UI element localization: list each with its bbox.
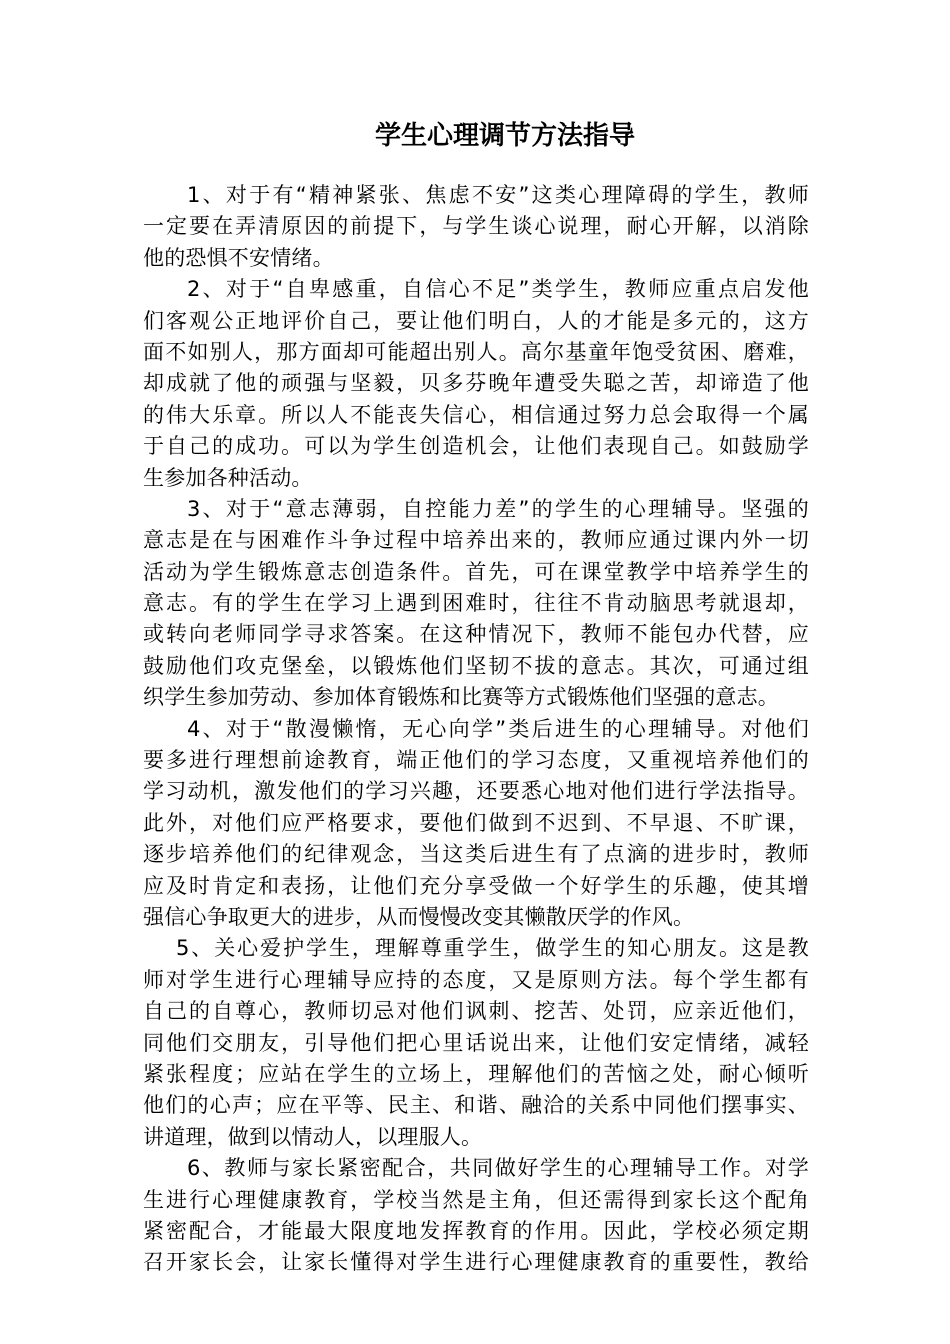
text-line: 学习动机，激发他们的学习兴趣，还要悉心地对他们进行学法指导。 [143, 779, 809, 804]
text-line: 却成就了他的顽强与坚毅，贝多芬晚年遭受失聪之苦，却谛造了他 [143, 371, 809, 396]
text-line: 活动为学生锻炼意志创造条件。首先，可在课堂教学中培养学生的 [143, 559, 809, 584]
text-line: 面不如别人，那方面却可能超出别人。高尔基童年饱受贫困、磨难， [143, 339, 809, 364]
text-line: 6、教师与家长紧密配合，共同做好学生的心理辅导工作。对学 [187, 1156, 809, 1181]
text-line: 意志是在与困难作斗争过程中培养出来的，教师应通过课内外一切 [143, 528, 809, 553]
text-line: 紧密配合，才能最大限度地发挥教育的作用。因此，学校必须定期 [143, 1218, 809, 1243]
text-line: 同他们交朋友，引导他们把心里话说出来，让他们安定情绪，减轻 [143, 1030, 809, 1055]
text-line: 强信心争取更大的进步，从而慢慢改变其懒散厌学的作风。 [143, 904, 695, 929]
text-line: 逐步培养他们的纪律观念，当这类后进生有了点滴的进步时，教师 [143, 842, 809, 867]
text-line: 应及时肯定和表扬，让他们充分享受做一个好学生的乐趣，使其增 [143, 873, 809, 898]
text-line: 一定要在弄清原因的前提下，与学生谈心说理，耐心开解，以消除 [143, 214, 809, 239]
text-line: 师对学生进行心理辅导应持的态度，又是原则方法。每个学生都有 [143, 967, 809, 992]
text-line: 意志。有的学生在学习上遇到困难时，往往不肯动脑思考就退却， [143, 591, 809, 616]
text-line: 2、对于“自卑感重，自信心不足”类学生，教师应重点启发他 [187, 277, 809, 302]
text-line: 讲道理，做到以情动人，以理服人。 [143, 1124, 483, 1149]
text-line: 召开家长会，让家长懂得对学生进行心理健康教育的重要性，教给 [143, 1250, 809, 1275]
text-line: 的伟大乐章。所以人不能丧失信心，相信通过努力总会取得一个属 [143, 402, 809, 427]
text-line: 紧张程度；应站在学生的立场上，理解他们的苦恼之处，耐心倾听 [143, 1061, 809, 1086]
text-line: 于自己的成功。可以为学生创造机会，让他们表现自己。如鼓励学 [143, 434, 809, 459]
text-line: 自己的自尊心，教师切忌对他们讽刺、挖苦、处罚，应亲近他们， [143, 999, 809, 1024]
text-line: 生进行心理健康教育，学校当然是主角，但还需得到家长这个配角 [143, 1187, 809, 1212]
text-line: 织学生参加劳动、参加体育锻炼和比赛等方式锻炼他们坚强的意志。 [143, 685, 779, 710]
text-line: 要多进行理想前途教育，端正他们的学习态度，又重视培养他们的 [143, 748, 809, 773]
text-line: 此外，对他们应严格要求，要他们做到不迟到、不早退、不旷课， [143, 810, 809, 835]
text-line: 生参加各种活动。 [143, 465, 313, 490]
text-line: 或转向老师同学寻求答案。在这种情况下，教师不能包办代替，应 [143, 622, 809, 647]
text-line: 1、对于有“精神紧张、焦虑不安”这类心理障碍的学生，教师 [187, 183, 809, 207]
text-line: 他们的心声；应在平等、民主、和谐、融洽的关系中同他们摆事实、 [143, 1093, 809, 1118]
text-line: 3、对于“意志薄弱，自控能力差”的学生的心理辅导。坚强的 [187, 496, 809, 521]
text-line: 4、对于“散漫懒惰，无心向学”类后进生的心理辅导。对他们 [187, 716, 809, 741]
document-title: 学生心理调节方法指导 [374, 121, 635, 151]
text-line: 鼓励他们攻克堡垒，以锻炼他们坚韧不拔的意志。其次，可通过组 [143, 653, 809, 678]
text-line: 们客观公正地评价自己，要让他们明白，人的才能是多元的，这方 [143, 308, 809, 333]
text-line: 5、关心爱护学生，理解尊重学生，做学生的知心朋友。这是教 [176, 936, 809, 961]
text-line: 他的恐惧不安情绪。 [143, 245, 334, 270]
document-body [143, 180, 809, 1279]
